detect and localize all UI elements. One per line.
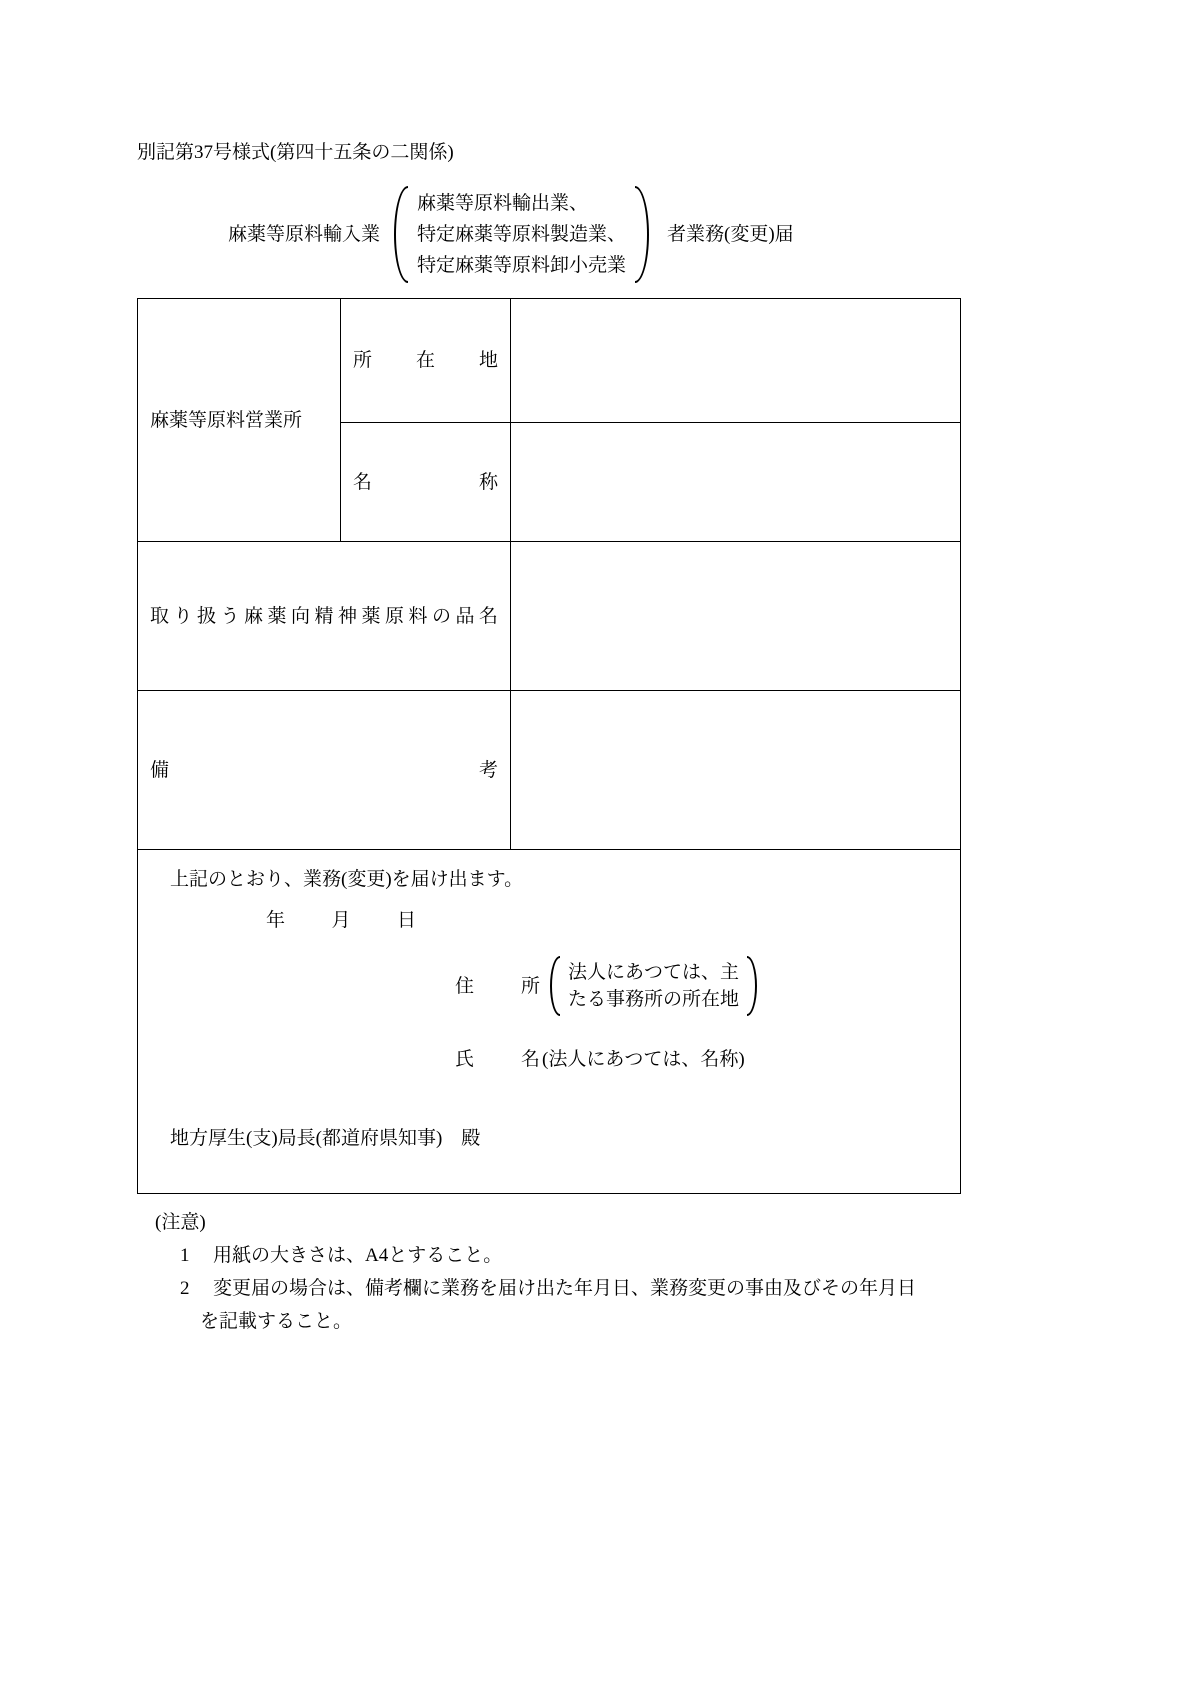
date-line: 年月日 [266, 910, 416, 931]
table-row [138, 691, 961, 850]
table-row [138, 542, 961, 691]
address-label-cell [341, 299, 511, 423]
office-label-cell [138, 299, 341, 542]
title-bracket-line: 特定麻薬等原料製造業、 [417, 224, 627, 245]
open-paren-icon [394, 186, 408, 283]
address-label: 所在地 [353, 350, 498, 371]
address-line [455, 956, 960, 1016]
note-text-line: 用紙の大きさは、A4とすること。 [213, 1245, 503, 1266]
remarks-value-cell [511, 691, 961, 850]
name-field-label: 氏名 [455, 1049, 540, 1070]
notes-section [155, 1206, 1181, 1338]
note-text-line: 変更届の場合は、備考欄に業務を届け出た年月日、業務変更の事由及びその年月日 [213, 1278, 917, 1299]
title-suffix: 者業務(変更)届 [667, 224, 794, 245]
declaration-cell [138, 850, 961, 1194]
title-bracket-line: 特定麻薬等原料卸小売業 [417, 255, 627, 276]
declaration-block [138, 850, 960, 1152]
note-number: 1 [180, 1245, 190, 1266]
name-line [455, 1046, 960, 1073]
note-text-line: を記載すること。 [200, 1311, 353, 1332]
name-label-cell [341, 423, 511, 542]
materials-label: 取り扱う麻薬向精神薬原料の品名 [150, 605, 498, 627]
address-note-line: 法人にあつては、主 [568, 962, 740, 983]
note-text [213, 1239, 502, 1272]
close-paren-icon [635, 186, 649, 283]
name-value-cell [511, 423, 961, 542]
form-number: 別記第37号様式(第四十五条の二関係) [137, 142, 454, 163]
title-bracket-lines [408, 186, 635, 283]
materials-label-cell [138, 542, 511, 691]
title-bracket-line: 麻薬等原料輸出業、 [417, 193, 589, 214]
note-item-2 [180, 1272, 1181, 1338]
declaration-statement: 上記のとおり、業務(変更)を届け出ます。 [170, 869, 524, 890]
note-number: 2 [180, 1278, 190, 1299]
address-note [560, 956, 747, 1016]
address-field-label: 住所 [455, 975, 540, 997]
open-paren-icon [550, 956, 560, 1016]
note-text [200, 1272, 917, 1338]
note-item-1 [180, 1239, 1181, 1272]
table-row [138, 299, 961, 423]
table-row [138, 850, 961, 1194]
name-label: 名称 [353, 471, 498, 493]
title-prefix: 麻薬等原料輸入業 [228, 224, 381, 245]
application-table [137, 298, 961, 1194]
address-value-cell [511, 299, 961, 423]
materials-value-cell [511, 542, 961, 691]
notes-heading: (注意) [155, 1212, 206, 1233]
name-note: (法人にあつては、名称) [542, 1049, 745, 1070]
close-paren-icon [747, 956, 757, 1016]
remarks-label-cell [138, 691, 511, 850]
office-label: 麻薬等原料営業所 [150, 409, 303, 431]
remarks-label: 備考 [150, 759, 498, 781]
form-title [228, 186, 1181, 283]
addressee-line: 地方厚生(支)局長(都道府県知事) 殿 [170, 1128, 481, 1149]
address-note-line: たる事務所の所在地 [568, 989, 740, 1010]
